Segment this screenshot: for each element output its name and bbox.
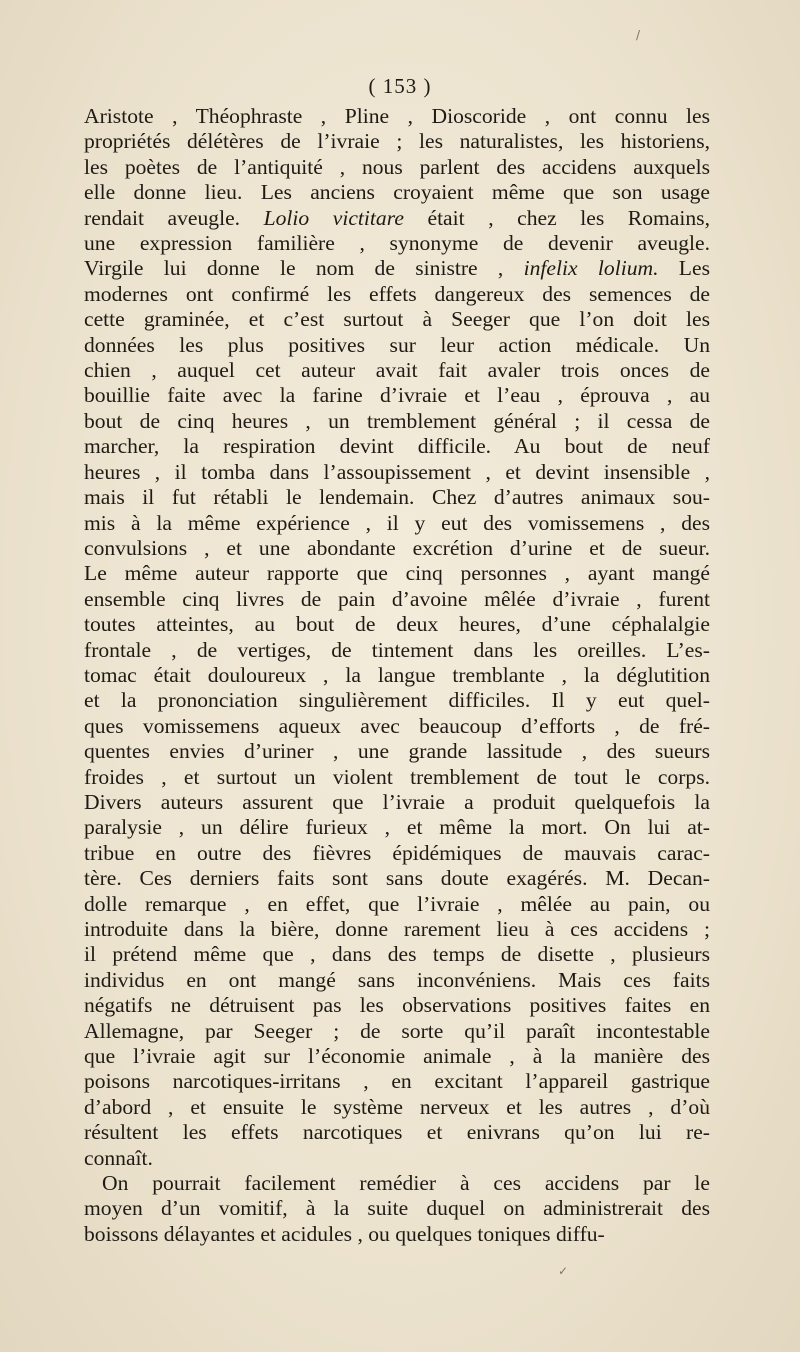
text-run: quentes envies d’uriner , une grande lassitude , des sueurs bbox=[84, 739, 710, 764]
text-run: rendait aveugle. bbox=[84, 205, 264, 230]
text-run: les poètes de l’antiquité , nous parlent des accidens auxquels bbox=[84, 154, 710, 179]
text-run: chien , auquel cet auteur avait fait avaler trois onces de bbox=[84, 358, 710, 383]
text-run: était , chez les Romains, bbox=[403, 205, 710, 230]
text-run: On pourrait facilement remédier à ces accidens par le bbox=[102, 1171, 710, 1196]
text-run: données les plus positives sur leur action médicale. Un bbox=[84, 332, 710, 357]
text-run: frontale , de vertiges, de tintement dans les oreilles. L’es- bbox=[84, 637, 710, 662]
text-line bbox=[84, 485, 710, 510]
text-line bbox=[84, 536, 710, 561]
text-line bbox=[84, 333, 710, 358]
text-run: tère. Ces derniers faits sont sans doute exagérés. M. Decan- bbox=[84, 866, 710, 891]
text-run: modernes ont confirmé les effets dangereux des semences de bbox=[84, 281, 710, 306]
text-run: Allemagne, par Seeger ; de sorte qu’il paraît incontestable bbox=[84, 1018, 710, 1043]
text-line bbox=[84, 383, 710, 408]
text-line bbox=[84, 561, 710, 586]
stray-mark-bottom: ✓ bbox=[558, 1264, 569, 1278]
text-run: Aristote , Théophraste , Pline , Dioscoride , ont connu les bbox=[84, 104, 710, 128]
text-run: tomac était douloureux , la langue tremblante , la déglutition bbox=[84, 662, 710, 687]
text-run: Virgile lui donne le nom de sinistre , bbox=[84, 256, 524, 281]
text-run: tribue en outre des fièvres épidémiques de mauvais carac- bbox=[84, 840, 710, 865]
text-run: négatifs ne détruisent pas les observations positives faites en bbox=[84, 993, 710, 1018]
text-line bbox=[84, 460, 710, 485]
text-line bbox=[84, 663, 710, 688]
text-line bbox=[84, 511, 710, 536]
text-line bbox=[84, 790, 710, 815]
text-line bbox=[84, 765, 710, 790]
text-run: bouillie faite avec la farine d’ivraie et l’eau , éprouva , au bbox=[84, 383, 710, 408]
text-line bbox=[84, 942, 710, 967]
text-run: que l’ivraie agit sur l’économie animale , à la manière des bbox=[84, 1044, 710, 1069]
text-run: propriétés délétères de l’ivraie ; les naturalistes, les historiens, bbox=[84, 129, 710, 154]
text-line bbox=[84, 231, 710, 256]
text-run: poisons narcotiques-irritans , en excitant l’appareil gastrique bbox=[84, 1069, 710, 1094]
text-line bbox=[84, 358, 710, 383]
italic-run: Lolio victitare bbox=[263, 205, 404, 230]
text-run: d’abord , et ensuite le système nerveux et les autres , d’où bbox=[84, 1094, 710, 1119]
text-run: cette graminée, et c’est surtout à Seeger que l’on doit les bbox=[84, 307, 710, 332]
text-run: individus en ont mangé sans inconvéniens. Mais ces faits bbox=[84, 967, 710, 992]
text-run: il prétend même que , dans des temps de disette , plusieurs bbox=[84, 942, 710, 967]
text-run: et la prononciation singulièrement difficiles. Il y eut quel- bbox=[84, 688, 710, 713]
body-text bbox=[84, 104, 710, 1247]
text-line bbox=[84, 968, 710, 993]
text-line bbox=[84, 993, 710, 1018]
text-line bbox=[84, 129, 710, 154]
text-line bbox=[84, 841, 710, 866]
text-run: Divers auteurs assurent que l’ivraie a produit quelquefois la bbox=[84, 789, 710, 814]
italic-run: infelix lolium. bbox=[523, 256, 659, 281]
text-line bbox=[84, 739, 710, 764]
text-line bbox=[84, 256, 710, 281]
text-run: ensemble cinq livres de pain d’avoine mêlée d’ivraie , furent bbox=[84, 586, 710, 611]
text-line bbox=[84, 1196, 710, 1221]
text-line bbox=[84, 434, 710, 459]
text-run: introduite dans la bière, donne rarement lieu à ces accidens ; bbox=[84, 917, 710, 941]
text-line bbox=[84, 104, 710, 129]
text-line bbox=[84, 409, 710, 434]
text-run: froides , et surtout un violent tremblement de tout le corps. bbox=[84, 764, 710, 789]
text-line bbox=[84, 206, 710, 231]
text-run: ques vomissemens aqueux avec beaucoup d’efforts , de fré- bbox=[84, 713, 710, 738]
text-line bbox=[84, 688, 710, 713]
text-line bbox=[84, 307, 710, 332]
text-line bbox=[84, 1044, 710, 1069]
text-run: connaît. bbox=[84, 1145, 153, 1170]
text-run: dolle remarque , en effet, que l’ivraie , mêlée au pain, ou bbox=[84, 891, 710, 916]
text-line bbox=[84, 1069, 710, 1094]
text-run: elle donne lieu. Les anciens croyaient même que son usage bbox=[84, 180, 710, 205]
paragraph-1 bbox=[84, 104, 710, 1171]
stray-mark-top: / bbox=[636, 28, 641, 42]
text-line bbox=[84, 1146, 710, 1171]
text-line bbox=[84, 917, 710, 942]
text-line bbox=[84, 180, 710, 205]
text-run: boissons délayantes et acidules , ou quelques toniques diffu- bbox=[84, 1221, 605, 1246]
page-number: ( 153 ) bbox=[368, 74, 432, 98]
text-run: Les bbox=[658, 256, 710, 281]
text-line bbox=[84, 1120, 710, 1145]
text-run: mis à la même expérience , il y eut des vomissemens , des bbox=[84, 510, 710, 535]
text-line bbox=[84, 155, 710, 180]
text-run: une expression familière , synonyme de devenir aveugle. bbox=[84, 231, 710, 256]
paragraph-2 bbox=[84, 1171, 710, 1247]
text-run: marcher, la respiration devint difficile. Au bout de neuf bbox=[84, 434, 710, 459]
text-line bbox=[84, 587, 710, 612]
text-line bbox=[84, 612, 710, 637]
text-run: toutes atteintes, au bout de deux heures, d’une céphalalgie bbox=[84, 612, 710, 637]
text-line bbox=[84, 866, 710, 891]
text-run: moyen d’un vomitif, à la suite duquel on administrerait des bbox=[84, 1196, 710, 1221]
text-run: mais il fut rétabli le lendemain. Chez d’autres animaux sou- bbox=[84, 485, 710, 510]
text-run: convulsions , et une abondante excrétion d’urine et de sueur. bbox=[84, 535, 710, 560]
text-run: bout de cinq heures , un tremblement général ; il cessa de bbox=[84, 408, 710, 433]
text-line bbox=[84, 638, 710, 663]
text-line bbox=[84, 1171, 710, 1196]
text-run: paralysie , un délire furieux , et même la mort. On lui at- bbox=[84, 815, 710, 840]
text-run: résultent les effets narcotiques et enivrans qu’on lui re- bbox=[84, 1120, 710, 1145]
text-line bbox=[84, 714, 710, 739]
text-run: Le même auteur rapporte que cinq personnes , ayant mangé bbox=[84, 561, 710, 586]
text-line bbox=[84, 282, 710, 307]
text-line bbox=[84, 815, 710, 840]
text-run: heures , il tomba dans l’assoupissement , et devint insensible , bbox=[84, 459, 710, 484]
text-line bbox=[84, 1019, 710, 1044]
text-line bbox=[84, 1095, 710, 1120]
text-line bbox=[84, 892, 710, 917]
text-line bbox=[84, 1222, 710, 1247]
